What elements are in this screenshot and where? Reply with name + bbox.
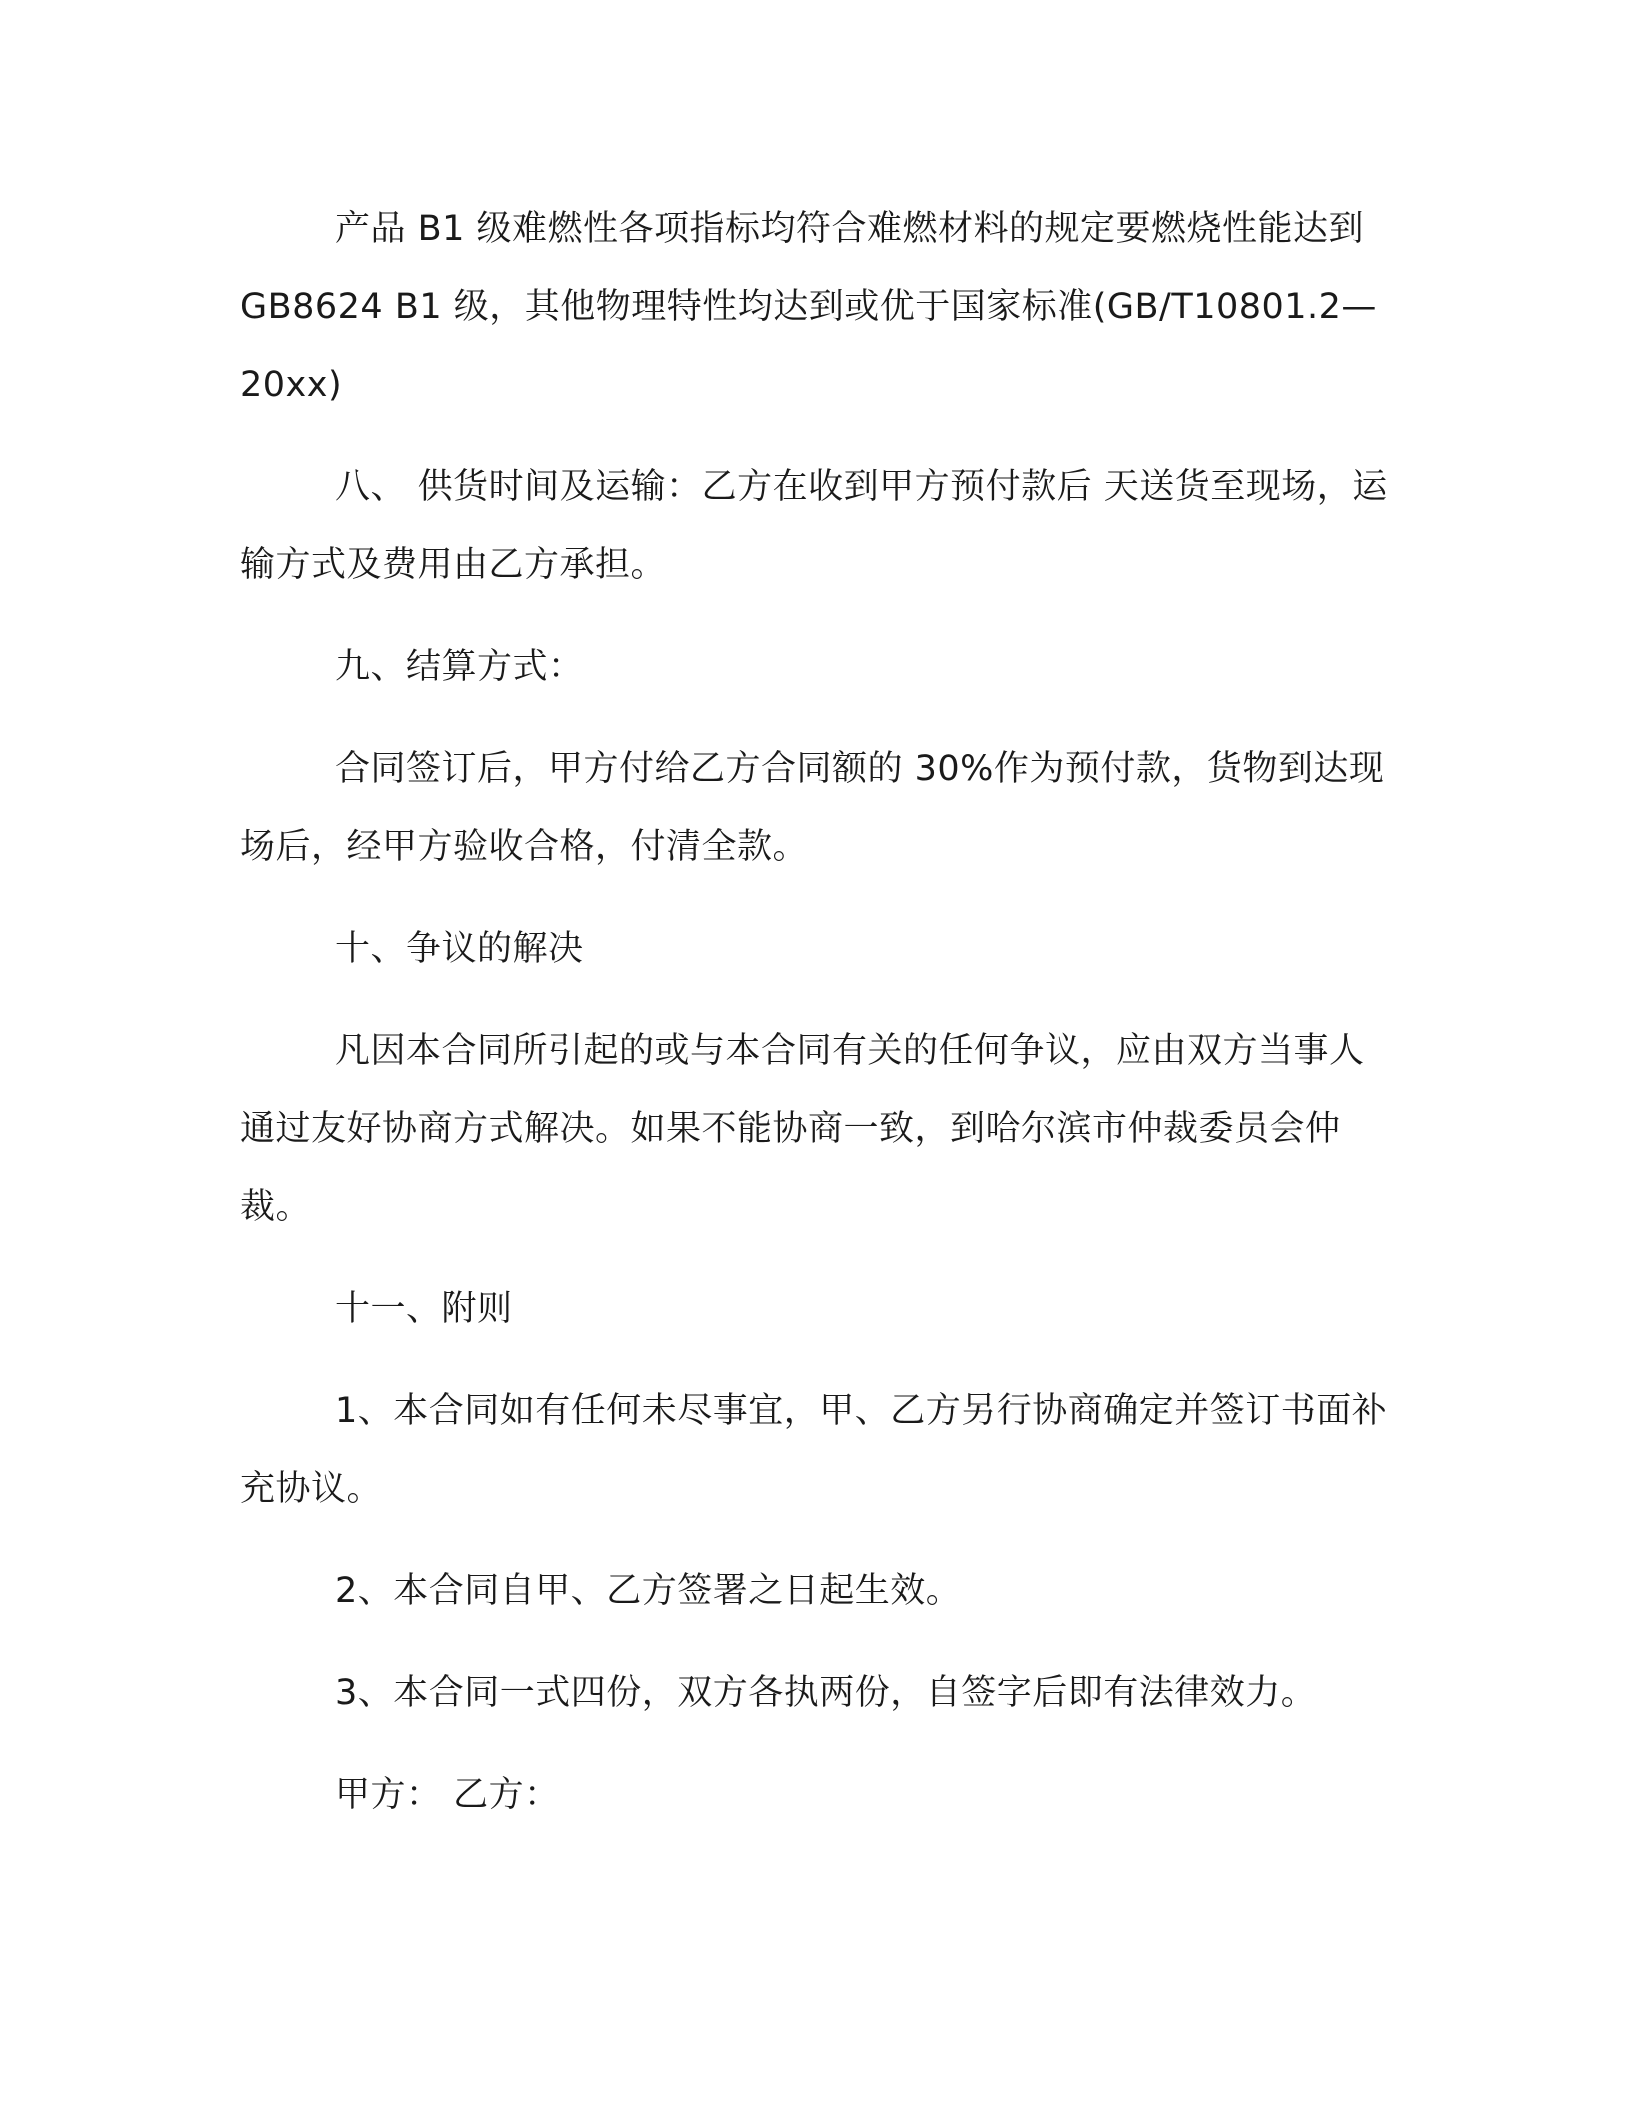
section-11-item-1: 1、本合同如有任何未尽事宜，甲、乙方另行协商确定并签订书面补充协议。 [240,1391,1388,1509]
spec-paragraph: 产品 B1 级难燃性各项指标均符合难燃材料的规定要燃烧性能达到 GB8624 B1 级，其他物理特性均达到或优于国家标准(GB/T10801.2—20xx) [240,209,1377,405]
section-10-heading: 十、争议的解决 [335,929,584,969]
section-9-heading: 九、结算方式： [335,647,584,687]
document-body [240,190,1390,1834]
section-11-heading: 十一、附则 [335,1289,513,1329]
signature-line: 甲方： 乙方： [335,1775,560,1815]
section-11-item-2: 2、本合同自甲、乙方签署之日起生效。 [335,1571,962,1611]
section-8-supply-paragraph: 八、 供货时间及运输：乙方在收到甲方预付款后 天送货至现场，运输方式及费用由乙方承担。 [240,467,1388,585]
section-10-body: 凡因本合同所引起的或与本合同有关的任何争议，应由双方当事人通过友好协商方式解决。如果不能协商一致，到哈尔滨市仲裁委员会仲裁。 [240,1031,1365,1227]
section-9-body: 合同签订后，甲方付给乙方合同额的 30%作为预付款，货物到达现场后，经甲方验收合格，付清全款。 [240,749,1385,867]
section-11-item-3: 3、本合同一式四份，双方各执两份，自签字后即有法律效力。 [335,1673,1317,1713]
